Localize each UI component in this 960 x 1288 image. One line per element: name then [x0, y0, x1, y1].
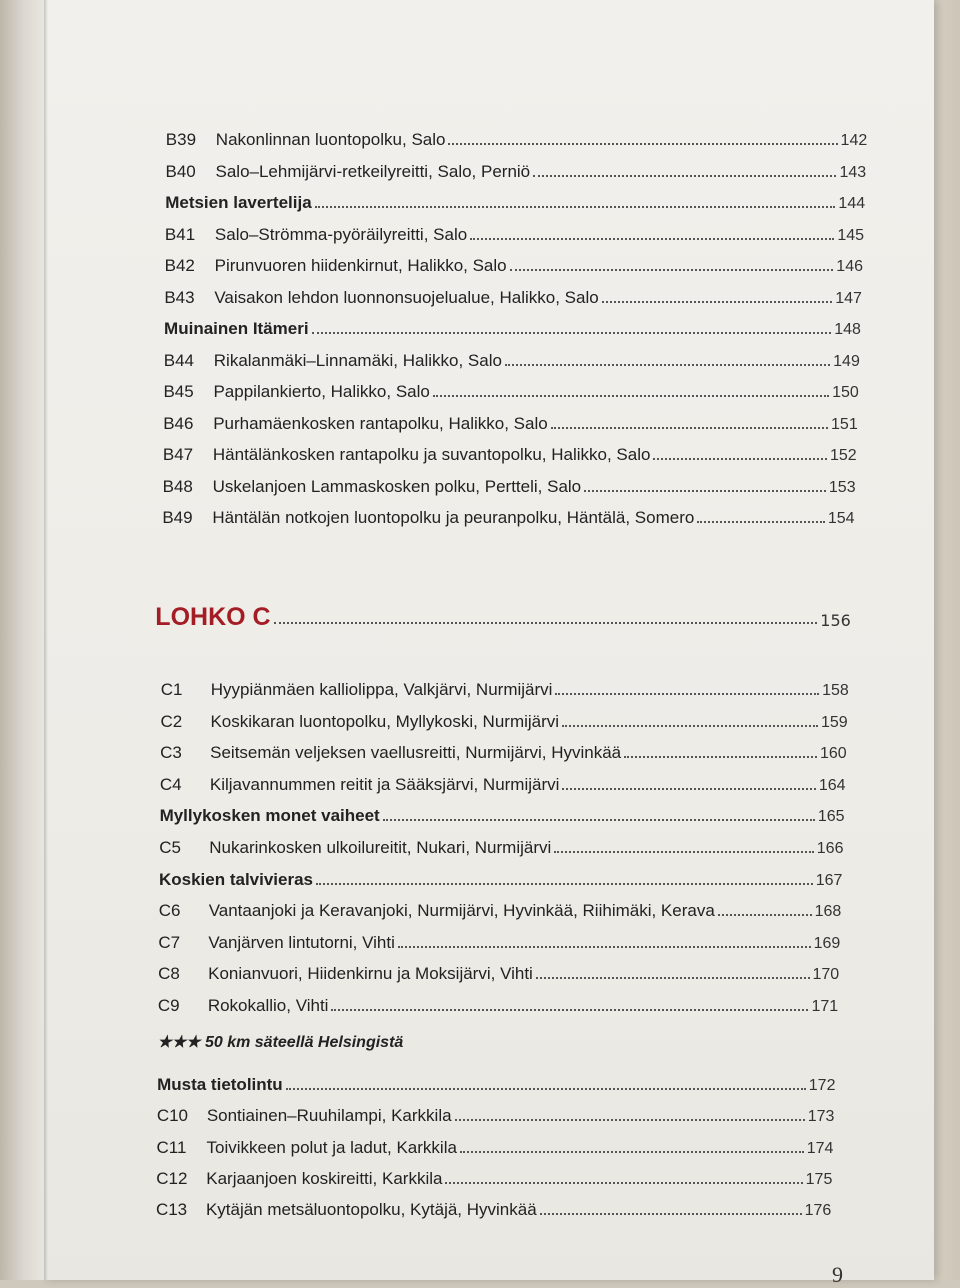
- entry-title: Koskien talvivieras: [158, 869, 314, 889]
- entry-title: Salo–Lehmijärvi-retkeilyreitti, Salo, Perniö: [215, 161, 531, 181]
- toc-entry[interactable]: [157, 1128, 834, 1158]
- entry-code: C10: [156, 1106, 188, 1126]
- dot-leader: [540, 1213, 802, 1215]
- entry-page-number: 175: [805, 1170, 833, 1188]
- toc-entry[interactable]: [159, 891, 842, 921]
- toc-entry[interactable]: [156, 1190, 831, 1220]
- entry-page-number: 152: [829, 447, 857, 464]
- dot-leader: [505, 364, 830, 366]
- dot-leader: [624, 756, 817, 758]
- entry-title: Metsien lavertelija: [165, 193, 312, 212]
- entry-code: C7: [158, 932, 181, 952]
- entry-title: Toivikkeen polut ja ladut, Karkkila: [206, 1137, 457, 1157]
- entry-title: Rikalanmäki–Linnamäki, Halikko, Salo: [213, 350, 502, 370]
- entry-page-number: 158: [822, 682, 849, 699]
- dot-leader: [554, 851, 813, 853]
- toc-entry[interactable]: [156, 1159, 832, 1189]
- entry-title: Musta tietolintu: [157, 1075, 283, 1094]
- toc-entry[interactable]: [163, 467, 856, 497]
- entry-code: C4: [159, 774, 182, 794]
- toc-entry[interactable]: [165, 215, 864, 245]
- entry-title: Pappilankierto, Halikko, Salo: [213, 382, 430, 401]
- entry-title: Hyypiänmäen kalliolippa, Valkjärvi, Nurmijärvi: [210, 680, 553, 699]
- entry-code: B41: [164, 224, 196, 244]
- toc-entry[interactable]: [157, 1096, 835, 1126]
- entry-page-number: 154: [827, 510, 855, 527]
- dot-leader: [602, 301, 833, 303]
- dot-leader: [274, 622, 818, 624]
- entry-title: Koskikaran luontopolku, Myllykoski, Nurmijärvi: [210, 711, 560, 731]
- entry-page-number: 148: [834, 321, 861, 338]
- toc-entry[interactable]: [163, 404, 858, 434]
- entry-page-number: 165: [817, 808, 845, 826]
- toc-entry[interactable]: [165, 246, 863, 276]
- entry-page-number: 176: [804, 1202, 832, 1220]
- entry-page-number: 151: [831, 415, 858, 433]
- entry-code: C9: [157, 996, 180, 1015]
- entry-code: B47: [162, 445, 194, 464]
- entry-code: C12: [156, 1168, 188, 1188]
- dot-leader: [555, 693, 819, 695]
- entry-title: Vanjärven lintutorni, Vihti: [208, 932, 395, 952]
- entry-code: C3: [160, 743, 182, 763]
- entry-title: Seitsemän veljeksen vaellusreitti, Nurmijärvi, Hyvinkää: [210, 743, 622, 763]
- dot-leader: [312, 332, 832, 334]
- toc-entry[interactable]: [158, 986, 838, 1016]
- entry-page-number: 168: [814, 903, 842, 921]
- toc-entry[interactable]: [160, 733, 847, 763]
- entry-title: Vantaanjoki ja Keravanjoki, Nurmijärvi, Hyvinkää, Riihimäki, Kerava: [208, 901, 715, 921]
- dot-leader: [448, 143, 837, 145]
- dot-leader: [718, 914, 812, 916]
- entry-code: C13: [155, 1200, 188, 1220]
- entry-title: Häntälän notkojen luontopolku ja peuranpolku, Häntälä, Somero: [212, 508, 695, 527]
- toc-entry[interactable]: [162, 498, 854, 528]
- dot-leader: [455, 1119, 805, 1121]
- entry-page-number: 143: [839, 163, 867, 181]
- entry-page-number: 159: [821, 713, 848, 731]
- entry-page-number: 167: [815, 871, 843, 889]
- entry-code: C1: [160, 680, 183, 699]
- entry-title: Muinainen Itämeri: [164, 319, 309, 338]
- entry-page-number: 172: [808, 1077, 836, 1094]
- entry-code: B40: [165, 161, 196, 181]
- toc-entry[interactable]: [161, 670, 849, 700]
- entry-page-number: 174: [806, 1139, 834, 1157]
- toc-entry[interactable]: [160, 796, 845, 826]
- dot-leader: [460, 1151, 804, 1153]
- entry-page-number: 149: [833, 352, 860, 370]
- dot-leader: [562, 725, 818, 727]
- entry-title: Sontiainen–Ruuhilampi, Karkkila: [206, 1106, 452, 1126]
- entry-page-number: 173: [807, 1108, 835, 1126]
- dot-leader: [653, 458, 827, 460]
- entry-code: B48: [162, 476, 193, 496]
- toc-entry[interactable]: [160, 702, 847, 732]
- entry-title: Konianvuori, Hiidenkirnu ja Moksijärvi, Vihti: [208, 964, 533, 984]
- dot-leader: [286, 1088, 806, 1090]
- toc-entry[interactable]: [165, 183, 865, 213]
- dot-leader: [398, 946, 811, 948]
- dot-leader: [551, 427, 828, 429]
- entry-page-number: 150: [832, 384, 859, 401]
- dot-leader: [315, 206, 836, 208]
- dot-leader: [470, 238, 834, 240]
- toc-entry[interactable]: [159, 860, 842, 890]
- entry-page-number: 153: [828, 478, 856, 496]
- entry-title: Kytäjän metsäluontopolku, Kytäjä, Hyvinkää: [205, 1200, 537, 1220]
- toc-entry[interactable]: [164, 309, 861, 339]
- entry-title: Vaisakon lehdon luonnonsuojelualue, Halikko, Salo: [214, 287, 599, 307]
- dot-leader: [316, 883, 813, 885]
- entry-page-number: 145: [837, 226, 865, 244]
- entry-code: B46: [163, 413, 194, 433]
- dot-leader: [510, 269, 834, 271]
- entry-page-number: 171: [811, 998, 839, 1015]
- section-heading-lohko-c[interactable]: [155, 596, 851, 632]
- toc-entry[interactable]: [163, 372, 858, 402]
- section-title: LOHKO C: [155, 603, 271, 631]
- entry-page-number: 144: [838, 195, 866, 212]
- entry-code: B43: [164, 287, 195, 307]
- toc-entry[interactable]: [166, 152, 867, 182]
- entry-code: C11: [156, 1137, 187, 1157]
- toc-entry[interactable]: [158, 954, 839, 984]
- dot-leader: [445, 1182, 802, 1184]
- entry-title: Karjaanjoen koskireitti, Karkkila: [206, 1168, 443, 1188]
- dot-leader: [536, 977, 810, 979]
- dot-leader: [433, 395, 829, 397]
- entry-page-number: 146: [836, 258, 863, 275]
- entry-code: B39: [165, 130, 197, 149]
- entry-page-number: 166: [816, 840, 844, 857]
- entry-code: C2: [160, 711, 183, 731]
- entry-title: Salo–Strömma-pyöräilyreitti, Salo: [214, 224, 468, 244]
- entry-page-number: 169: [813, 934, 841, 952]
- entry-title: Uskelanjoen Lammaskosken polku, Pertteli, Salo: [212, 476, 582, 496]
- toc-entry[interactable]: [160, 765, 846, 795]
- entry-code: B45: [163, 382, 194, 401]
- entry-title: Nakonlinnan luontopolku, Salo: [215, 130, 446, 149]
- radius-note: ★★★ 50 km säteellä Helsingistä: [157, 1034, 404, 1051]
- entry-title: Kiljavannummen reitit ja Sääksjärvi, Nurmijärvi: [209, 774, 560, 794]
- toc-entry[interactable]: [164, 278, 862, 308]
- entry-code: B42: [164, 256, 195, 275]
- entry-page-number: 142: [840, 132, 868, 149]
- toc-entry[interactable]: [166, 120, 867, 150]
- entry-code: B44: [163, 350, 195, 370]
- entry-page-number: 164: [818, 776, 846, 794]
- section-page-number: 156: [820, 611, 851, 630]
- entry-title: Myllykosken monet vaiheet: [159, 806, 380, 826]
- dot-leader: [562, 788, 815, 790]
- entry-title: Rokokallio, Vihti: [207, 996, 329, 1015]
- entry-code: B49: [162, 508, 193, 527]
- toc-entry[interactable]: [163, 435, 857, 465]
- entry-code: C6: [158, 901, 181, 921]
- entry-code: C8: [158, 964, 180, 984]
- entry-title: Purhamäenkosken rantapolku, Halikko, Salo: [213, 413, 548, 433]
- dot-leader: [331, 1009, 808, 1011]
- dot-leader: [383, 819, 815, 821]
- dot-leader: [697, 521, 825, 523]
- page-folio: 9: [832, 1262, 843, 1287]
- entry-page-number: 160: [819, 745, 847, 763]
- toc-entry[interactable]: [157, 1065, 835, 1095]
- entry-page-number: 147: [835, 289, 862, 307]
- entry-code: C5: [159, 838, 182, 857]
- toc-entry[interactable]: [159, 828, 843, 858]
- entry-title: Nukarinkosken ulkoilureitit, Nukari, Nurmijärvi: [209, 838, 552, 857]
- entry-page-number: 170: [812, 966, 840, 984]
- dot-leader: [584, 490, 826, 492]
- entry-title: Pirunvuoren hiidenkirnut, Halikko, Salo: [214, 256, 507, 275]
- dot-leader: [533, 175, 836, 177]
- entry-title: Häntälänkosken rantapolku ja suvantopolku, Halikko, Salo: [212, 445, 651, 464]
- toc-entry[interactable]: [164, 341, 860, 371]
- toc-entry[interactable]: [158, 923, 840, 953]
